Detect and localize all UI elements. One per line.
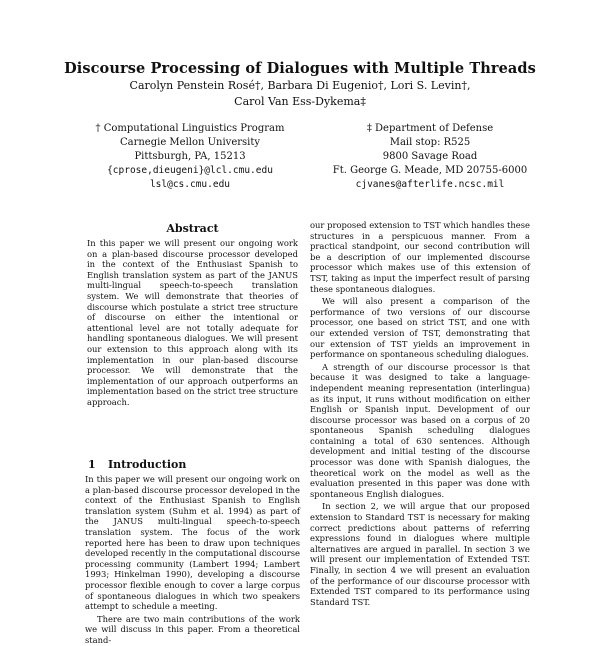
paragraph: A strength of our discourse processor is that because it was designed to take a language-independent meaning representation (interlingua) as its input, it runs without modification on either English or Spanish input. Development of our discourse processor was based on a corpus of 20 spontaneous Spanish scheduling dialogues containing a total of 630 sentences. Although development and initial testing of the discourse processor was done with Spanish dialogues, the theoretical work on the model as well as the evaluation presented in this paper was done with spontaneous English dialogues. bbox=[310, 361, 530, 499]
paper-title: Discourse Processing of Dialogues with Multiple Threads bbox=[64, 60, 536, 77]
email-address: cjvanes@afterlife.ncsc.mil bbox=[355, 179, 505, 190]
affiliation-line: Ft. George G. Meade, MD 20755-6000 bbox=[332, 165, 528, 176]
right-column bbox=[310, 220, 530, 607]
affiliation-cmu bbox=[70, 122, 310, 192]
paragraph: There are two main contributions of the work we will discuss in this paper. From a theoretical stand- bbox=[85, 613, 300, 645]
introduction-body bbox=[85, 474, 300, 646]
paragraph: In section 2, we will argue that our proposed extension to Standard TST is necessary for making correct predictions about patterns of referring expressions found in dialogues where multiple alternatives are argued in parallel. In section 3 we will present our implementation of Extended TST. Finally, in section 4 we will present an evaluation of the performance of our discourse processor with Extended TST compared to its performance using Standard TST. bbox=[310, 501, 530, 607]
author-list bbox=[60, 78, 540, 110]
section-title: Introduction bbox=[108, 458, 187, 471]
affiliation-line: † Computational Linguistics Program bbox=[95, 123, 285, 134]
affiliation-line: Pittsburgh, PA, 15213 bbox=[134, 151, 246, 162]
email-address: {cprose,dieugeni}@lcl.cmu.edu bbox=[107, 165, 273, 176]
affiliation-line: Carnegie Mellon University bbox=[119, 137, 261, 148]
paragraph: We will also present a comparison of the performance of two versions of our discourse processor, one based on strict TST, and one with our extended version of TST, demonstrating that our extension of TST yields an improvement in performance on spontaneous scheduling dialogues. bbox=[310, 296, 530, 360]
abstract-text: In this paper we will present our ongoing work on a plan-based discourse processor developed in the context of the Enthusiast Spanish to English translation system as part of the JANUS multi-lingual speech-to-speech translation system. We will demonstrate that theories of discourse which postulate a strict tree structure of discourse on either the intentional or attentional level are not totally adequate for handling spontaneous dialogues. We will present our extension to this approach along with its implementation in our plan-based discourse processor. We will demonstrate that the implementation of our approach outperforms an implementation based on the strict tree structure approach. bbox=[87, 238, 298, 407]
abstract-body bbox=[87, 238, 298, 408]
affiliation-line: 9800 Savage Road bbox=[382, 151, 478, 162]
authors-line-1: Carolyn Penstein Rosé†, Barbara Di Eugenio†, Lori S. Levin†, bbox=[129, 79, 471, 92]
abstract-heading: Abstract bbox=[166, 222, 219, 235]
paragraph: our proposed extension to TST which handles these structures in a perspicuous manner. From a practical standpoint, our second contribution will be a description of our implemented discourse processor which makes use of this extension of TST, taking as input the imperfect result of parsing these spontaneous dialogues. bbox=[310, 220, 530, 294]
email-address: lsl@cs.cmu.edu bbox=[149, 179, 231, 190]
affiliation-line: Mail stop: R525 bbox=[389, 137, 471, 148]
section-number: 1 bbox=[88, 458, 96, 471]
section-heading bbox=[88, 458, 186, 471]
affiliation-dod bbox=[310, 122, 550, 192]
affiliation-line: ‡ Department of Defense bbox=[366, 123, 494, 134]
authors-line-2: Carol Van Ess-Dykema‡ bbox=[234, 95, 366, 108]
paragraph: In this paper we will present our ongoing work on a plan-based discourse processor developed in the context of the Enthusiast Spanish to English translation system (Suhm et al. 1994) as part of the JANUS multi-lingual speech-to-speech translation system. The focus of the work reported here has been to draw upon techniques developed recently in the computational discourse processing community (Lambert 1994; Lambert 1993; Hinkelman 1990), developing a discourse processor flexible enough to cover a large corpus of spontaneous dialogues in which two speakers attempt to schedule a meeting. bbox=[85, 474, 300, 612]
